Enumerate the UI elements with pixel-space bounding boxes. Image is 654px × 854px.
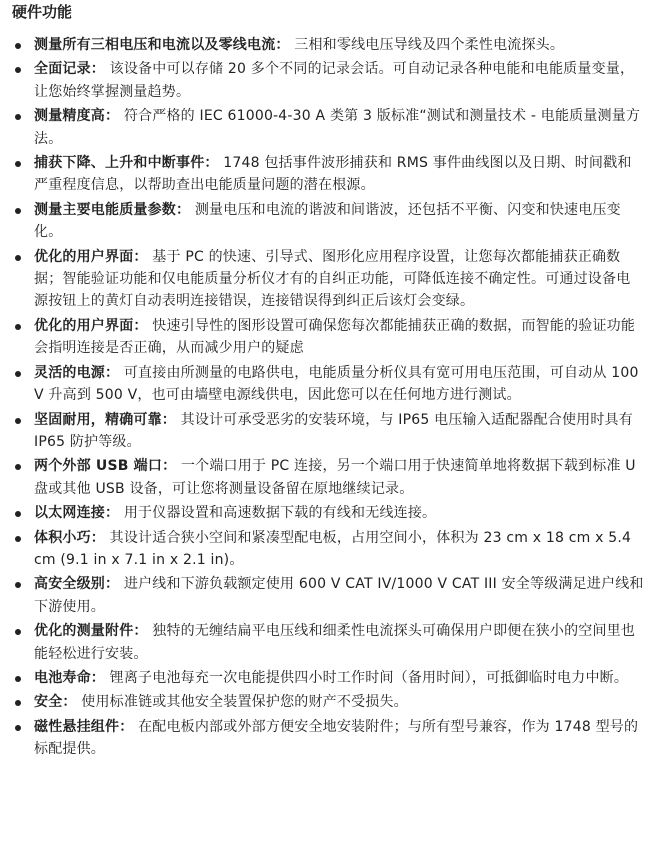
feature-list [12,34,644,761]
feature-description: 可直接由所测量的电路供电，电能质量分析仪具有宽可用电压范围，可自动从 100 V 升高到 500 V，也可由墙壁电源线供电，因此您可以在任何地方进行测试。 [34,364,639,404]
feature-description: 1748 包括事件波形捕获和 RMS 事件曲线图以及日期、时间戳和严重程度信息，以帮助查出电能质量问题的潜在根源。 [34,155,632,194]
feature-item [12,246,644,313]
feature-item [12,34,644,56]
feature-description: 其设计可承受恶劣的安装环境，与 IP65 电压输入适配器配合使用时具有 IP65 防护等级。 [34,411,633,450]
feature-term: 全面记录： [34,61,105,78]
feature-term: 测量所有三相电压和电流以及零线电流： [34,37,290,53]
feature-description: 进户线和下游负载额定使用 600 V CAT IV/1000 V CAT III 安全等级满足进户线和下游使用。 [34,576,644,615]
feature-item [12,691,644,713]
bullet-icon [15,371,21,377]
feature-description: 一个端口用于 PC 连接，另一个端口用于快速简单地将数据下载到标准 U 盘或其他 USB 设备，可让您将测量设备留在原地继续记录。 [34,458,636,497]
feature-description: 符合严格的 IEC 61000-4-30 A 类第 3 版标准“测试和测量技术 - 电能质量测量方法。 [34,108,641,147]
feature-description: 快速引导性的图形设置可确保您每次都能捕获正确的数据，而智能的验证功能会指明连接是否正确，从而减少用户的疑虑 [34,317,636,357]
feature-term: 捕获下降、上升和中断事件： [34,155,219,172]
feature-item [12,105,644,150]
feature-description: 三相和零线电压导线及四个柔性电流探头。 [294,37,565,53]
feature-description: 该设备中可以存储 20 多个不同的记录会话。可自动记录各种电能和电能质量变量，让您始终掌握测量趋势。 [34,61,635,100]
feature-term: 电池寿命： [34,669,105,686]
feature-item [12,620,644,665]
bullet-icon [15,67,21,73]
feature-item [12,199,644,244]
bullet-icon [15,700,21,706]
bullet-icon [15,676,21,682]
bullet-icon [15,114,21,120]
feature-term: 坚固耐用，精确可靠： [34,411,176,428]
feature-description: 其设计适合狭小空间和紧凑型配电板，占用空间小，体积为 23 cm x 18 cm x 5.4 cm (9.1 in x 7.1 in x 2.1 in)。 [34,529,632,568]
feature-description: 测量电压和电流的谐波和间谐波，还包括不平衡、闪变和快速电压变化。 [34,201,621,241]
feature-item [12,409,644,454]
bullet-icon [15,511,21,517]
feature-term: 灵活的电源： [34,364,120,381]
feature-term: 体积小巧： [34,529,105,546]
feature-description: 基于 PC 的快速、引导式、图形化应用程序设置，让您每次都能捕获正确数据；智能验证功能和仅电能质量分析仪才有的自纠正功能，可降低连接不确定性。可通过设备电源按钮上的黄灯自动表明连接错误，连接错误得到纠正后该灯会变绿。 [34,248,631,310]
bullet-icon [15,43,21,49]
bullet-icon [15,582,21,588]
bullet-icon [15,629,21,635]
feature-description: 用于仪器设置和高速数据下载的有线和无线连接。 [123,505,437,522]
feature-term: 测量主要电能质量参数： [34,201,191,218]
bullet-icon [15,208,21,214]
feature-term: 两个外部 USB 端口： [34,458,177,475]
feature-item [12,573,644,618]
feature-item [12,667,644,689]
feature-item [12,502,644,524]
bullet-icon [15,161,21,167]
bullet-icon [15,536,21,542]
feature-item [12,362,644,407]
feature-term: 测量精度高： [34,108,120,125]
bullet-icon [15,324,21,330]
feature-term: 高安全级别： [34,576,120,593]
feature-description: 使用标准链或其他安全装置保护您的财产不受损失。 [81,694,408,711]
feature-item [12,58,644,103]
feature-item [12,716,644,761]
feature-term: 优化的用户界面： [34,248,148,265]
feature-term: 优化的用户界面： [34,317,148,334]
feature-description: 锂离子电池每充一次电能提供四小时工作时间（备用时间），可抵御临时电力中断。 [109,669,629,686]
feature-term: 安全： [34,694,77,711]
bullet-icon [15,255,21,261]
bullet-icon [15,725,21,731]
feature-item [12,315,644,360]
bullet-icon [15,418,21,424]
feature-item [12,527,644,572]
section-heading: 硬件功能 [12,3,73,21]
feature-item [12,152,644,197]
bullet-icon [15,464,21,470]
feature-description: 在配电板内部或外部方便安全地安装附件；与所有型号兼容，作为 1748 型号的标配提供。 [34,718,639,758]
feature-term: 以太网连接： [34,505,120,522]
feature-item [12,455,644,500]
feature-term: 优化的测量附件： [34,623,148,640]
feature-description: 独特的无缠结扁平电压线和细柔性电流探头可确保用户即便在狭小的空间里也能轻松进行安装。 [34,623,636,662]
feature-term: 磁性悬挂组件： [34,718,134,735]
